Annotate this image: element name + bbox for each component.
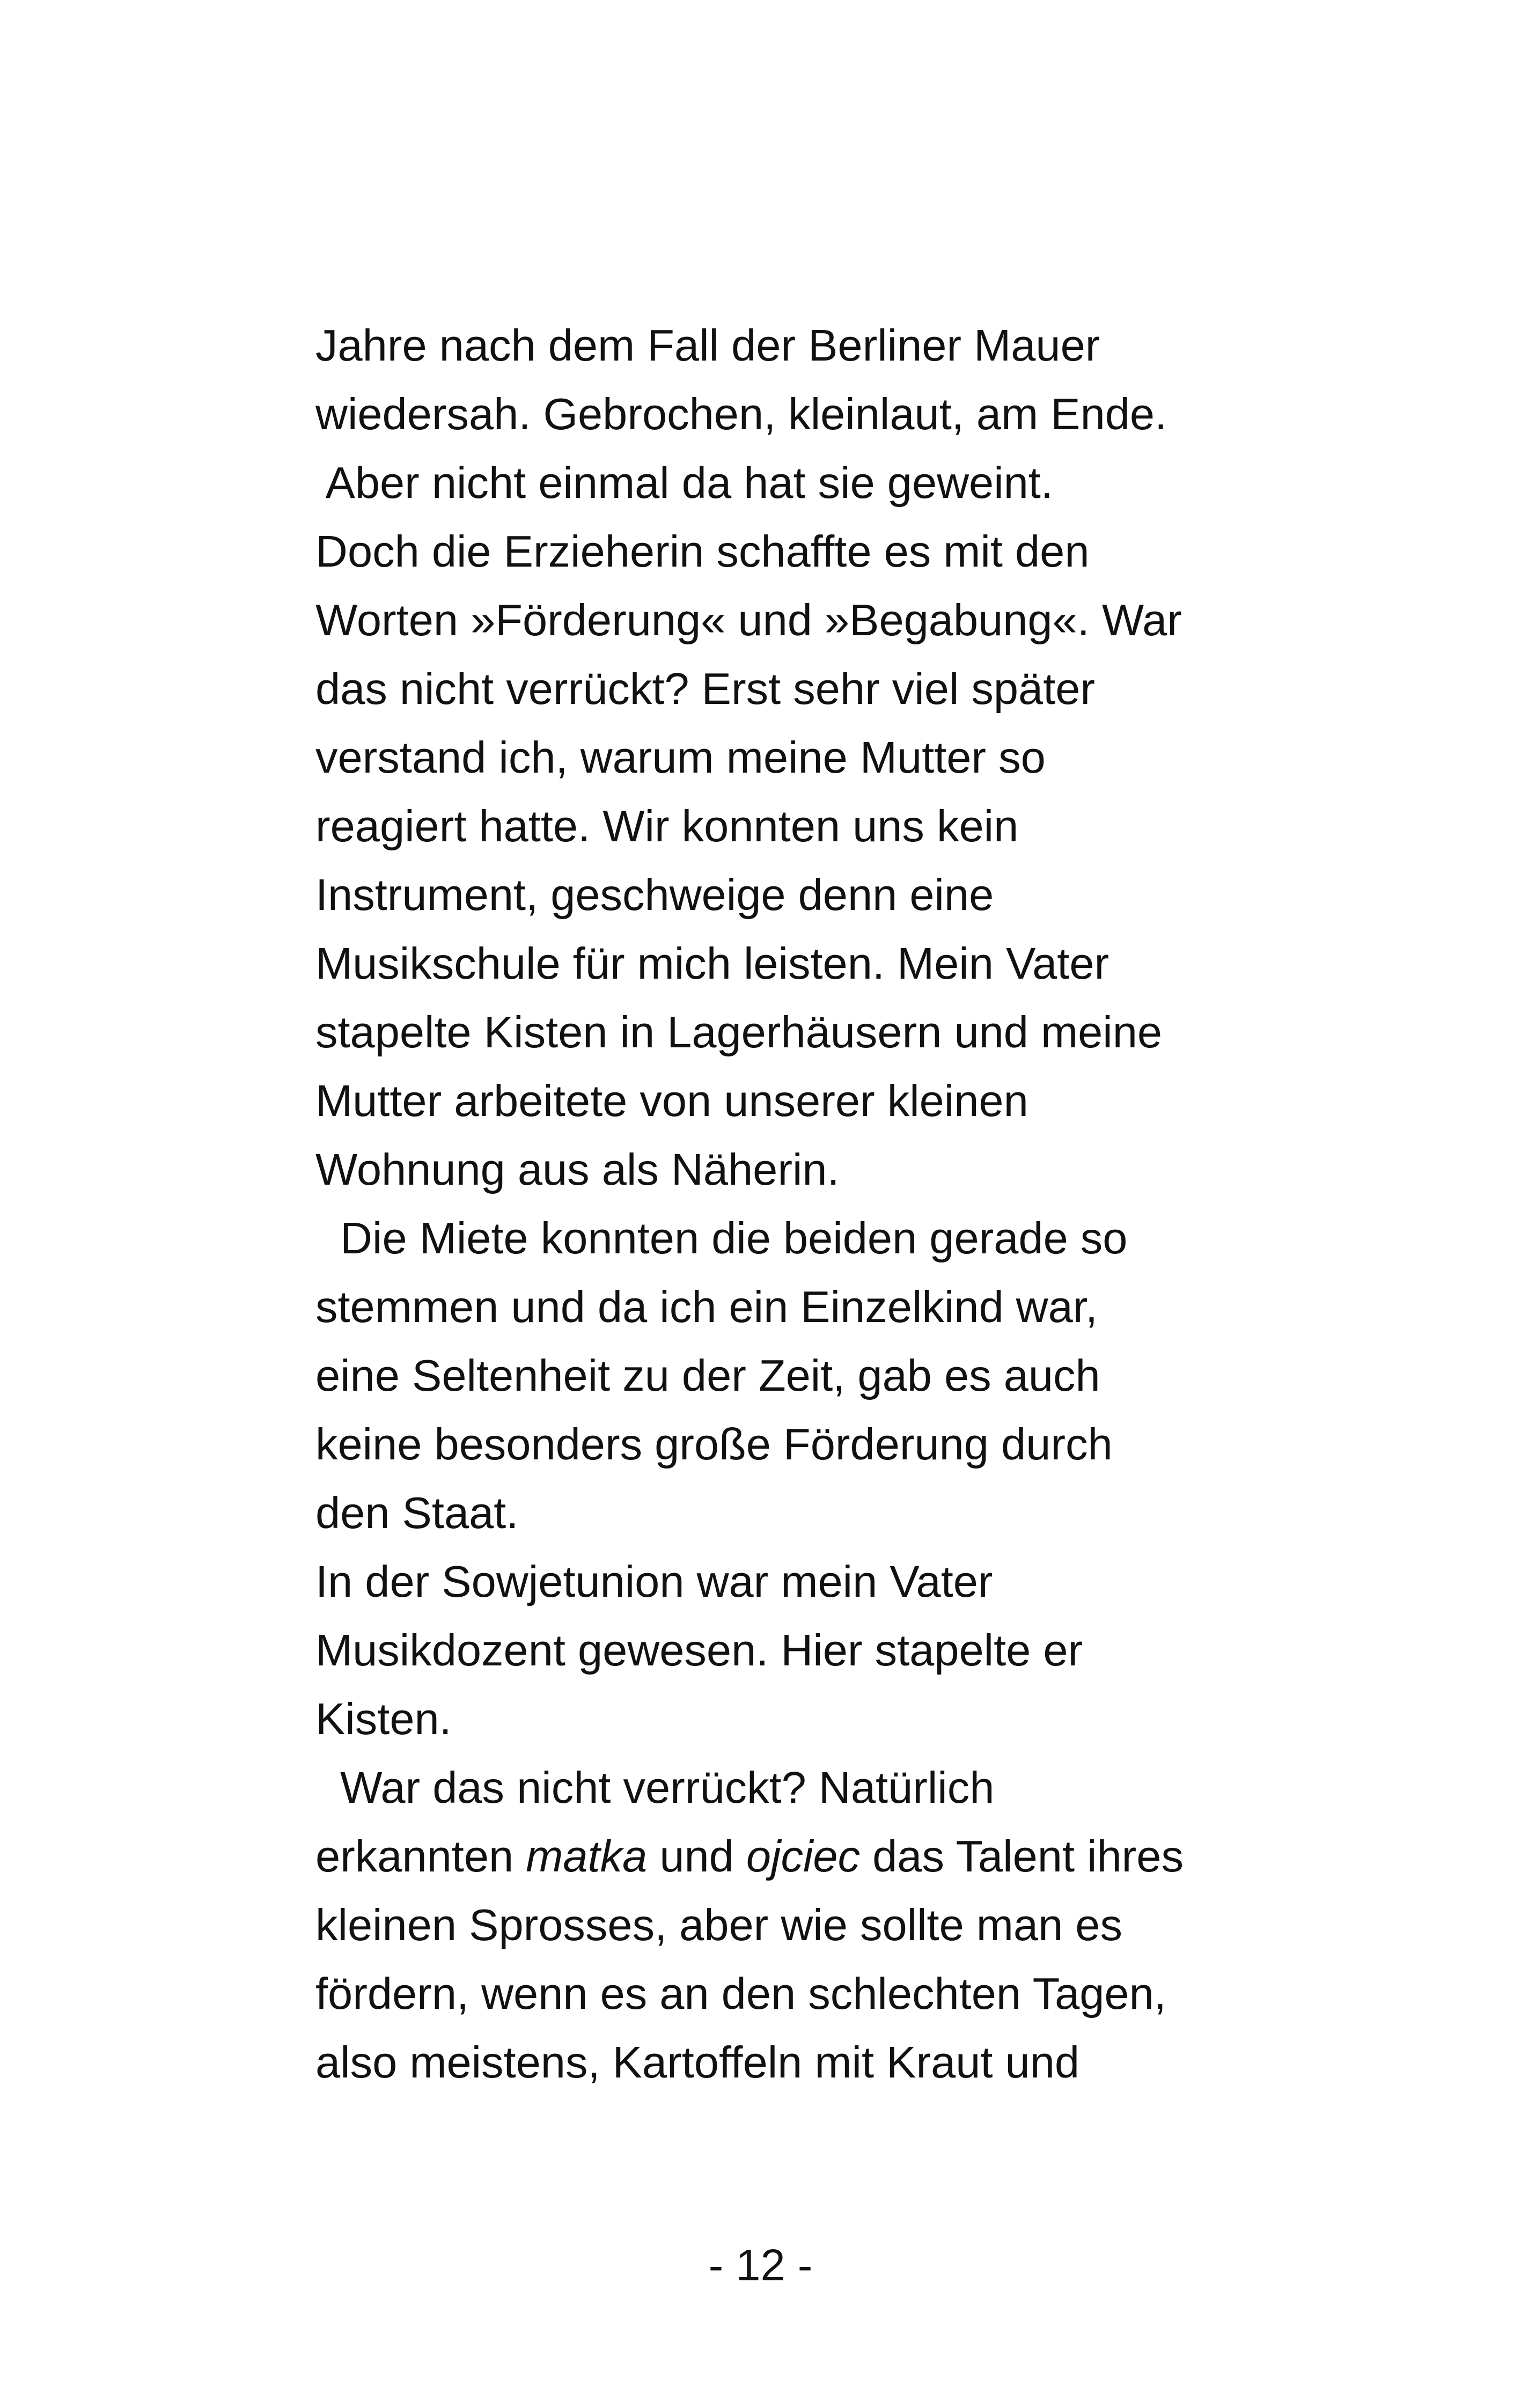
line-segment: und — [647, 1831, 746, 1881]
text-line: Musikschule für mich leisten. Mein Vater — [315, 938, 1109, 988]
text-line: Instrument, geschweige denn eine — [315, 870, 994, 920]
italic-word-matka: matka — [526, 1831, 648, 1881]
text-line: Musikdozent gewesen. Hier stapelte er — [315, 1625, 1083, 1675]
text-line: reagiert hatte. Wir konnten uns kein — [315, 801, 1019, 851]
text-line: In der Sowjetunion war mein Vater — [315, 1557, 993, 1606]
text-line: den Staat. — [315, 1488, 519, 1538]
text-line: Wohnung aus als Näherin. — [315, 1144, 840, 1194]
text-line-with-italics — [315, 1822, 1228, 1891]
text-line: Aber nicht einmal da hat sie geweint. — [315, 458, 1053, 508]
text-line: Mutter arbeitete von unserer kleinen — [315, 1076, 1028, 1126]
text-line: stapelte Kisten in Lagerhäusern und meine — [315, 1007, 1163, 1057]
text-line: also meistens, Kartoffeln mit Kraut und — [315, 2037, 1080, 2087]
line-segment: erkannten — [315, 1831, 526, 1881]
text-line: fördern, wenn es an den schlechten Tagen, — [315, 1969, 1166, 2018]
body-text — [315, 311, 1228, 2097]
italic-word-ojciec: ojciec — [746, 1831, 861, 1881]
text-line: wiedersah. Gebrochen, kleinlaut, am Ende. — [315, 389, 1167, 439]
page-number: - 12 - — [708, 2240, 813, 2290]
text-line: kleinen Sprosses, aber wie sollte man es — [315, 1900, 1122, 1950]
text-line: Worten »Förderung« und »Begabung«. War — [315, 595, 1182, 645]
text-line: Kisten. — [315, 1694, 452, 1744]
text-line: stemmen und da ich ein Einzelkind war, — [315, 1282, 1098, 1332]
text-line: eine Seltenheit zu der Zeit, gab es auch — [315, 1350, 1100, 1400]
line-segment: das Talent ihres — [860, 1831, 1184, 1881]
text-line: Jahre nach dem Fall der Berliner Mauer — [315, 320, 1100, 370]
text-line: Doch die Erzieherin schaffte es mit den — [315, 526, 1090, 576]
text-line: verstand ich, warum meine Mutter so — [315, 732, 1046, 782]
text-line: War das nicht verrückt? Natürlich — [315, 1763, 995, 1812]
text-line: keine besonders große Förderung durch — [315, 1419, 1113, 1469]
text-line: das nicht verrückt? Erst sehr viel später — [315, 664, 1096, 714]
text-line: Die Miete konnten die beiden gerade so — [315, 1213, 1128, 1263]
